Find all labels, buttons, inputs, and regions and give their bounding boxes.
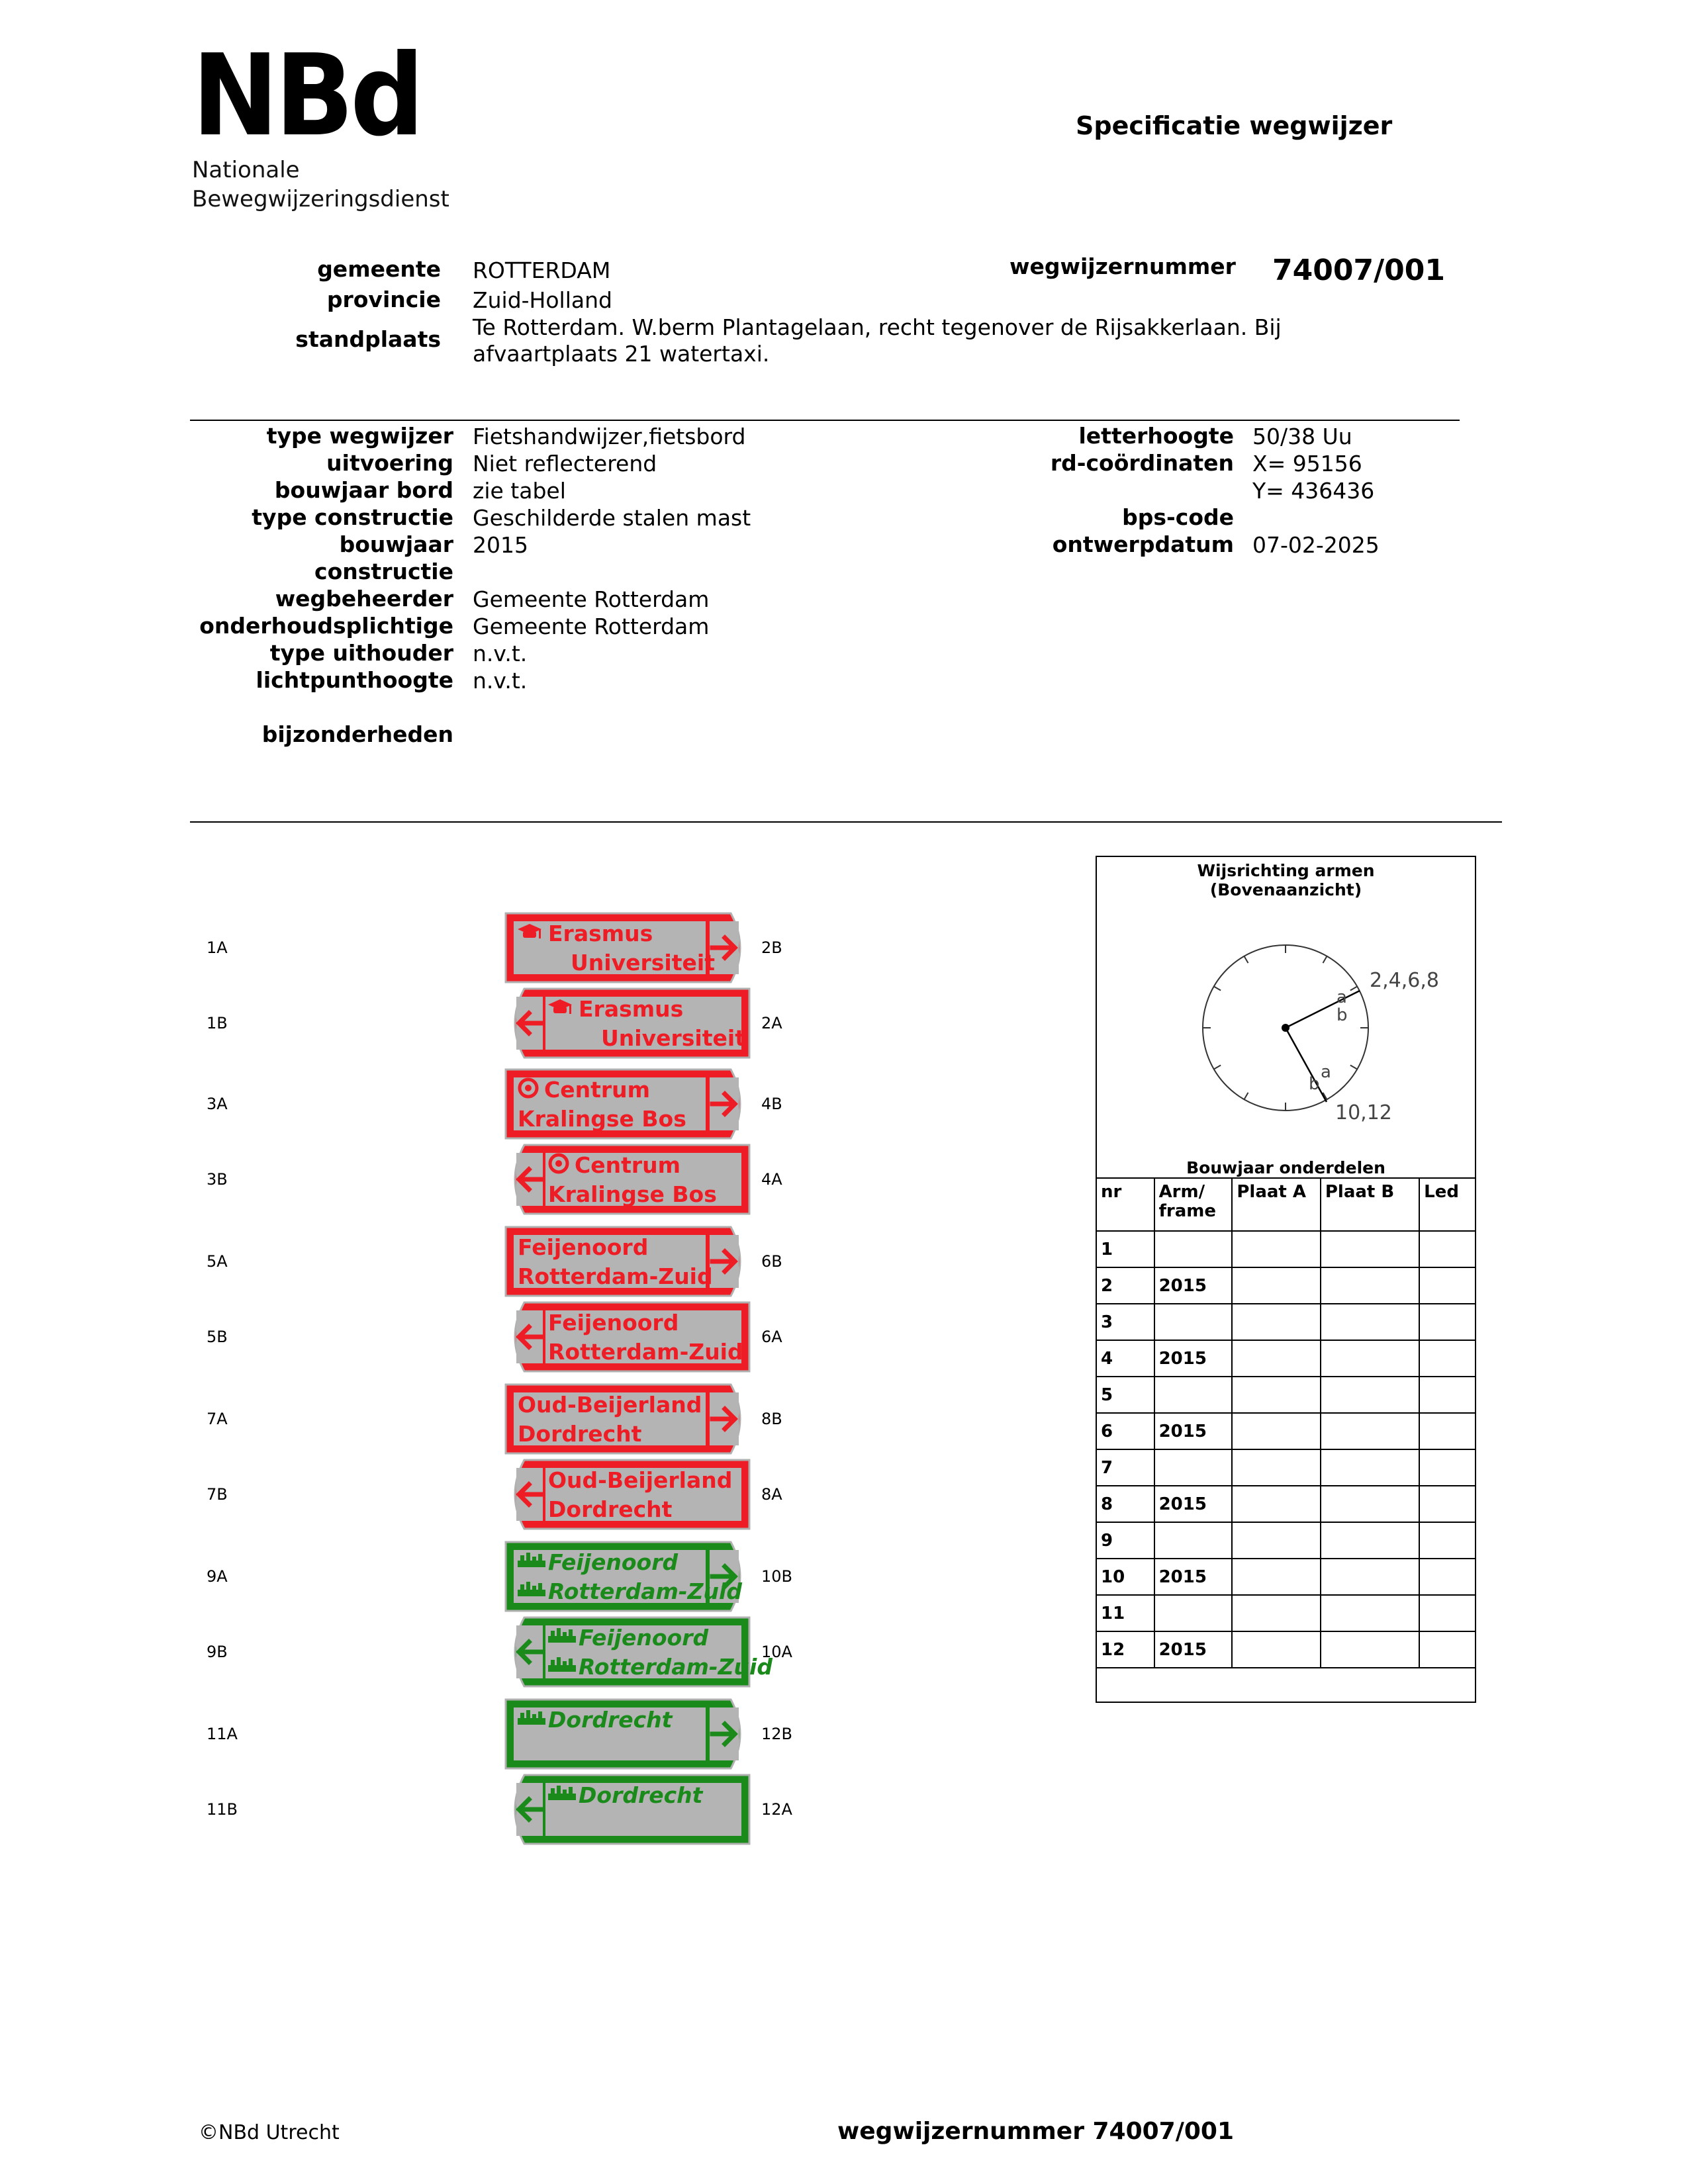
footer-copyright: ©NBd Utrecht <box>199 2121 340 2144</box>
gemeente-value: ROTTERDAM <box>473 257 611 283</box>
table-cell: 12 <box>1096 1631 1154 1668</box>
sign-text: Rotterdam-Zuid <box>518 1263 713 1289</box>
spec-value: Fietshandwijzer,fietsbord <box>473 424 746 449</box>
spec-value: Niet reflecterend <box>473 451 657 477</box>
standplaats-line-1: Te Rotterdam. W.berm Plantagelaan, recht tegenover de Rijsakkerlaan. Bij <box>473 314 1282 340</box>
arm-lower-label: 10,12 <box>1335 1101 1392 1124</box>
sign-text: Kralingse Bos <box>518 1106 686 1132</box>
panel-id-right: 2B <box>761 938 782 957</box>
table-row <box>1096 1631 1476 1668</box>
table-header-cell: Plaat A <box>1232 1178 1321 1231</box>
table-cell <box>1232 1595 1321 1631</box>
compass-diagram <box>1097 857 1475 1148</box>
provincie-value: Zuid-Holland <box>473 287 612 313</box>
compass-tick <box>1244 956 1248 963</box>
table-cell <box>1419 1340 1476 1377</box>
sign-text: Universiteit <box>601 1025 745 1051</box>
table-row <box>1096 1449 1476 1486</box>
sign-text: Feijenoord <box>548 1310 679 1336</box>
sign-panel <box>504 1459 751 1530</box>
panel-id-left: 7B <box>207 1485 228 1504</box>
panel-id-left: 5A <box>207 1252 228 1271</box>
panel-id-right: 4A <box>761 1170 782 1189</box>
table-cell <box>1321 1304 1419 1340</box>
sign-text: Rotterdam-Zuid <box>548 1339 743 1365</box>
table-cell <box>1419 1559 1476 1595</box>
table-cell: 1 <box>1096 1231 1154 1267</box>
sign-panel <box>504 987 751 1059</box>
table-cell <box>1419 1449 1476 1486</box>
arm-upper-a: a <box>1336 987 1347 1007</box>
table-header-row <box>1096 1178 1476 1231</box>
arm-upper-label: 2,4,6,8 <box>1370 969 1439 992</box>
table-cell <box>1232 1413 1321 1449</box>
table-cell <box>1321 1413 1419 1449</box>
table-cell <box>1232 1377 1321 1413</box>
table-cell <box>1232 1486 1321 1522</box>
sign-text: Kralingse Bos <box>548 1181 717 1207</box>
bps-code-label: bps-code <box>1122 504 1234 530</box>
divider-top <box>190 420 1460 421</box>
table-cell: 2015 <box>1154 1413 1233 1449</box>
nbd-logo: NBd <box>192 30 421 161</box>
table-cell <box>1232 1449 1321 1486</box>
table-cell <box>1419 1304 1476 1340</box>
divider-bottom <box>190 821 1502 823</box>
panel-id-left: 5B <box>207 1328 228 1346</box>
table-row <box>1096 1559 1476 1595</box>
table-cell <box>1232 1231 1321 1267</box>
table-cell <box>1154 1231 1233 1267</box>
sign-panel <box>504 1144 751 1215</box>
arm-upper-b: b <box>1336 1005 1348 1025</box>
panel-id-right: 12B <box>761 1725 793 1743</box>
spec-value: zie tabel <box>473 478 566 504</box>
sign-text: Feijenoord <box>518 1234 649 1260</box>
compass-tick <box>1244 1093 1248 1099</box>
table-cell: 2015 <box>1154 1340 1233 1377</box>
letterhoogte-value: 50/38 Uu <box>1252 424 1352 449</box>
panel-id-left: 1B <box>207 1014 228 1032</box>
arm-upper-line <box>1286 991 1360 1028</box>
panel-id-right: 8B <box>761 1410 782 1428</box>
compass-tick <box>1323 956 1327 963</box>
table-row <box>1096 1377 1476 1413</box>
panel-id-right: 6B <box>761 1252 782 1271</box>
sign-text: Feijenoord <box>579 1625 709 1651</box>
panel-id-right: 10A <box>761 1643 792 1661</box>
table-cell: 4 <box>1096 1340 1154 1377</box>
footer-wegwijzernummer: wegwijzernummer 74007/001 <box>837 2118 1235 2145</box>
table-row <box>1096 1267 1476 1304</box>
table-cell <box>1419 1595 1476 1631</box>
table-cell <box>1232 1559 1321 1595</box>
table-cell <box>1321 1267 1419 1304</box>
letterhoogte-label: letterhoogte <box>1078 423 1234 449</box>
sign-text: Dordrecht <box>548 1707 673 1733</box>
sign-panel <box>504 1226 751 1297</box>
sign-text: Centrum <box>575 1152 681 1178</box>
wijsrichting-box <box>1096 856 1476 1703</box>
bouwjaar-table <box>1096 1177 1476 1668</box>
table-row <box>1096 1340 1476 1377</box>
table-row <box>1096 1413 1476 1449</box>
panel-id-left: 3B <box>207 1170 228 1189</box>
standplaats-line-2: afvaartplaats 21 watertaxi. <box>473 341 770 367</box>
table-cell <box>1232 1522 1321 1559</box>
table-cell <box>1232 1304 1321 1340</box>
spec-label: type constructie <box>252 504 453 530</box>
panel-id-right: 10B <box>761 1567 793 1586</box>
spec-value: n.v.t. <box>473 668 528 694</box>
sign-text: Rotterdam-Zuid <box>548 1578 742 1604</box>
ontwerpdatum-label: ontwerpdatum <box>1052 531 1234 557</box>
spec-value: Gemeente Rotterdam <box>473 586 710 612</box>
table-cell <box>1154 1595 1233 1631</box>
panel-id-right: 4B <box>761 1095 782 1113</box>
ontwerpdatum-value: 07-02-2025 <box>1252 532 1380 558</box>
table-cell <box>1321 1231 1419 1267</box>
spec-value: Geschilderde stalen mast <box>473 505 751 531</box>
table-cell: 8 <box>1096 1486 1154 1522</box>
table-cell <box>1419 1231 1476 1267</box>
table-header-cell: Plaat B <box>1321 1178 1419 1231</box>
sign-panel <box>504 1068 751 1140</box>
sign-panel <box>504 1698 751 1770</box>
table-row <box>1096 1522 1476 1559</box>
table-cell <box>1232 1631 1321 1668</box>
sign-text: Feijenoord <box>548 1549 679 1575</box>
sign-text: Oud-Beijerland <box>518 1392 702 1418</box>
table-row <box>1096 1304 1476 1340</box>
sign-text: Rotterdam-Zuid <box>579 1654 773 1680</box>
spec-label: type wegwijzer <box>266 423 453 449</box>
panel-id-right: 12A <box>761 1800 792 1819</box>
spec-label: bouwjaar bord <box>274 477 453 503</box>
standplaats-label: standplaats <box>295 326 441 352</box>
spec-label: wegbeheerder <box>275 586 453 612</box>
table-cell <box>1321 1522 1419 1559</box>
panel-id-left: 1A <box>207 938 228 957</box>
panel-id-left: 11B <box>207 1800 238 1819</box>
spec-label: bouwjaar <box>339 531 453 557</box>
compass-tick <box>1214 987 1221 991</box>
table-cell: 2015 <box>1154 1486 1233 1522</box>
spec-value: 2015 <box>473 532 528 558</box>
sign-panel <box>504 1301 751 1373</box>
table-cell <box>1321 1486 1419 1522</box>
sign-text: Erasmus <box>548 921 653 946</box>
table-cell: 2015 <box>1154 1631 1233 1668</box>
spec-value: n.v.t. <box>473 641 528 666</box>
panel-id-right: 6A <box>761 1328 782 1346</box>
rd-x-value: X= 95156 <box>1252 451 1362 477</box>
document-title: Specificatie wegwijzer <box>1076 111 1393 140</box>
table-cell: 10 <box>1096 1559 1154 1595</box>
panel-id-right: 8A <box>761 1485 782 1504</box>
compass-tick <box>1350 987 1357 991</box>
gemeente-label: gemeente <box>317 256 441 282</box>
sign-text: Dordrecht <box>518 1421 642 1447</box>
compass-tick <box>1350 1066 1357 1069</box>
compass-title-line-1: Wijsrichting armen <box>1197 861 1375 880</box>
table-row <box>1096 1231 1476 1267</box>
table-cell <box>1419 1267 1476 1304</box>
table-cell <box>1154 1449 1233 1486</box>
table-cell <box>1321 1449 1419 1486</box>
table-cell <box>1419 1413 1476 1449</box>
rd-y-value: Y= 436436 <box>1252 478 1375 504</box>
spec-label: type uithouder <box>269 640 453 666</box>
table-cell <box>1154 1304 1233 1340</box>
table-header-cell: Arm/ frame <box>1154 1178 1233 1231</box>
table-cell <box>1232 1267 1321 1304</box>
logo-line-2: Bewegwijzeringsdienst <box>192 186 449 212</box>
wegwijzernummer-label: wegwijzernummer <box>1009 253 1236 279</box>
sign-text: Dordrecht <box>548 1496 673 1522</box>
table-cell <box>1419 1377 1476 1413</box>
table-cell <box>1321 1631 1419 1668</box>
spec-value: Gemeente Rotterdam <box>473 614 710 639</box>
panel-id-left: 7A <box>207 1410 228 1428</box>
table-cell: 6 <box>1096 1413 1154 1449</box>
sign-text: Oud-Beijerland <box>548 1467 733 1493</box>
sign-text: Universiteit <box>571 950 715 976</box>
compass-title-line-2: (Bovenaanzicht) <box>1209 880 1362 899</box>
table-cell <box>1321 1595 1419 1631</box>
panel-id-left: 11A <box>207 1725 238 1743</box>
table-cell <box>1419 1631 1476 1668</box>
logo-line-1: Nationale <box>192 157 300 183</box>
spec-label: lichtpunthoogte <box>256 667 453 693</box>
table-cell <box>1232 1340 1321 1377</box>
spec-label: onderhoudsplichtige <box>199 613 453 639</box>
table-cell: 3 <box>1096 1304 1154 1340</box>
table-row <box>1096 1595 1476 1631</box>
arm-lower-a: a <box>1321 1062 1331 1082</box>
compass-tick <box>1214 1066 1221 1069</box>
table-cell <box>1321 1340 1419 1377</box>
table-row <box>1096 1486 1476 1522</box>
table-cell <box>1154 1522 1233 1559</box>
arm-lower-b: b <box>1309 1074 1320 1094</box>
table-cell: 11 <box>1096 1595 1154 1631</box>
spec-label: constructie <box>314 559 453 584</box>
sign-text: Erasmus <box>579 996 684 1022</box>
table-cell: 7 <box>1096 1449 1154 1486</box>
panel-id-right: 2A <box>761 1014 782 1032</box>
table-cell: 5 <box>1096 1377 1154 1413</box>
table-cell <box>1419 1486 1476 1522</box>
sign-panel <box>504 1616 773 1688</box>
sign-text: Centrum <box>544 1077 651 1103</box>
panel-id-left: 9A <box>207 1567 228 1586</box>
table-cell <box>1321 1377 1419 1413</box>
spec-label: uitvoering <box>326 450 453 476</box>
table-cell: 2015 <box>1154 1267 1233 1304</box>
sign-panel <box>504 1541 751 1612</box>
table-cell <box>1321 1559 1419 1595</box>
table-cell <box>1154 1377 1233 1413</box>
table-header-cell: nr <box>1096 1178 1154 1231</box>
bouwjaar-title: Bouwjaar onderdelen <box>1186 1158 1385 1177</box>
table-cell: 2015 <box>1154 1559 1233 1595</box>
panel-id-left: 3A <box>207 1095 228 1113</box>
provincie-label: provincie <box>326 287 441 312</box>
sign-panel <box>504 1774 751 1845</box>
table-cell: 9 <box>1096 1522 1154 1559</box>
rd-coordinaten-label: rd-coördinaten <box>1050 450 1234 476</box>
wegwijzernummer-value: 74007/001 <box>1272 253 1445 287</box>
panel-id-left: 9B <box>207 1643 228 1661</box>
sign-panel <box>504 1383 751 1455</box>
sign-text: Dordrecht <box>579 1782 703 1808</box>
table-cell: 2 <box>1096 1267 1154 1304</box>
table-header-cell: Led <box>1419 1178 1476 1231</box>
bijzonderheden-label: bijzonderheden <box>261 721 453 747</box>
sign-panel <box>504 912 751 983</box>
table-cell <box>1419 1522 1476 1559</box>
